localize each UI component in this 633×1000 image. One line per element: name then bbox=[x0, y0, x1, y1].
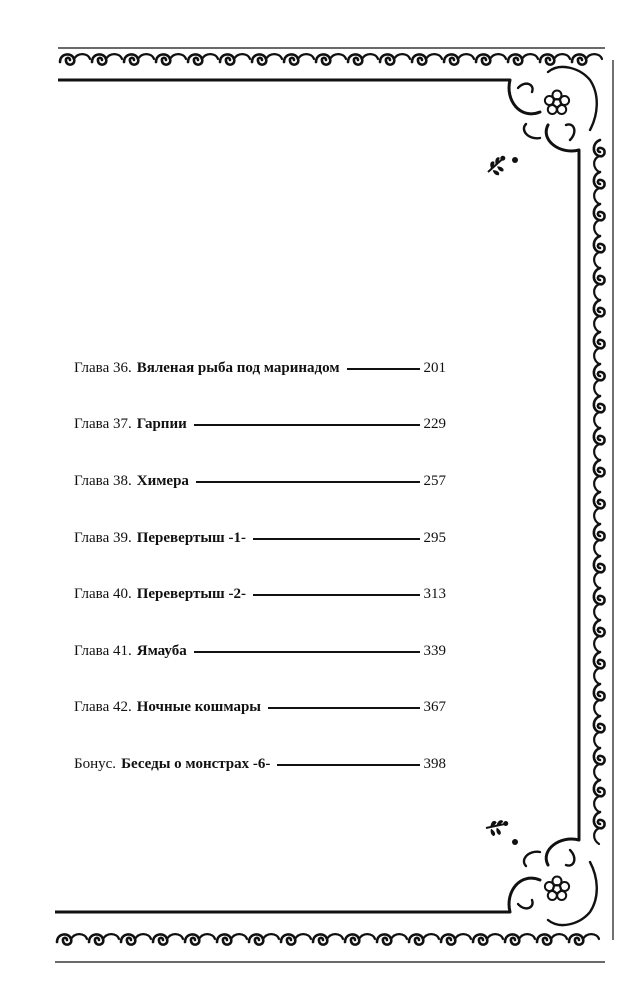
toc-entry[interactable] bbox=[74, 640, 446, 662]
toc-entry-title: Химера bbox=[136, 473, 189, 489]
toc-leader-line bbox=[347, 368, 420, 370]
toc-entry[interactable] bbox=[74, 753, 446, 775]
toc-entry-title: Беседы о монстрах -6- bbox=[121, 756, 271, 772]
toc-entry[interactable] bbox=[74, 696, 446, 718]
toc-entry[interactable] bbox=[74, 470, 446, 492]
toc-entry-page: 313 bbox=[423, 586, 446, 602]
toc-entry-page: 229 bbox=[423, 416, 446, 432]
toc-entry-label: Глава 39. bbox=[74, 530, 132, 546]
toc-entry-title: Гарпии bbox=[136, 416, 187, 432]
toc-entry-label: Глава 36. bbox=[74, 360, 132, 376]
toc-leader-line bbox=[253, 594, 420, 596]
toc-entry-page: 398 bbox=[423, 756, 446, 772]
toc-entry[interactable] bbox=[74, 413, 446, 435]
toc-leader-line bbox=[194, 424, 420, 426]
toc-entry[interactable] bbox=[74, 527, 446, 549]
toc-entry-title: Вяленая рыба под маринадом bbox=[136, 360, 340, 376]
toc-entry-label: Глава 37. bbox=[74, 416, 132, 432]
toc-entry-label: Глава 38. bbox=[74, 473, 132, 489]
toc-entry-page: 339 bbox=[423, 643, 446, 659]
toc-entry[interactable] bbox=[74, 357, 446, 379]
toc-entry-label: Глава 41. bbox=[74, 643, 132, 659]
toc-entry-page: 257 bbox=[423, 473, 446, 489]
toc-leader-line bbox=[194, 651, 420, 653]
toc-leader-line bbox=[277, 764, 419, 766]
toc-leader-line bbox=[268, 707, 419, 709]
toc-entry-label: Бонус. bbox=[74, 756, 117, 772]
toc-entry-title: Ночные кошмары bbox=[136, 699, 262, 715]
toc-entry-page: 295 bbox=[423, 530, 446, 546]
toc-leader-line bbox=[196, 481, 420, 483]
toc-entry-title: Перевертыш -1- bbox=[136, 530, 246, 546]
toc-entry-page: 367 bbox=[423, 699, 446, 715]
toc-entry-label: Глава 40. bbox=[74, 586, 132, 602]
toc-entry[interactable] bbox=[74, 583, 446, 605]
toc-leader-line bbox=[253, 538, 420, 540]
toc-entry-label: Глава 42. bbox=[74, 699, 132, 715]
toc-entry-page: 201 bbox=[423, 360, 446, 376]
toc-entry-title: Ямауба bbox=[136, 643, 187, 659]
toc-entry-title: Перевертыш -2- bbox=[136, 586, 246, 602]
